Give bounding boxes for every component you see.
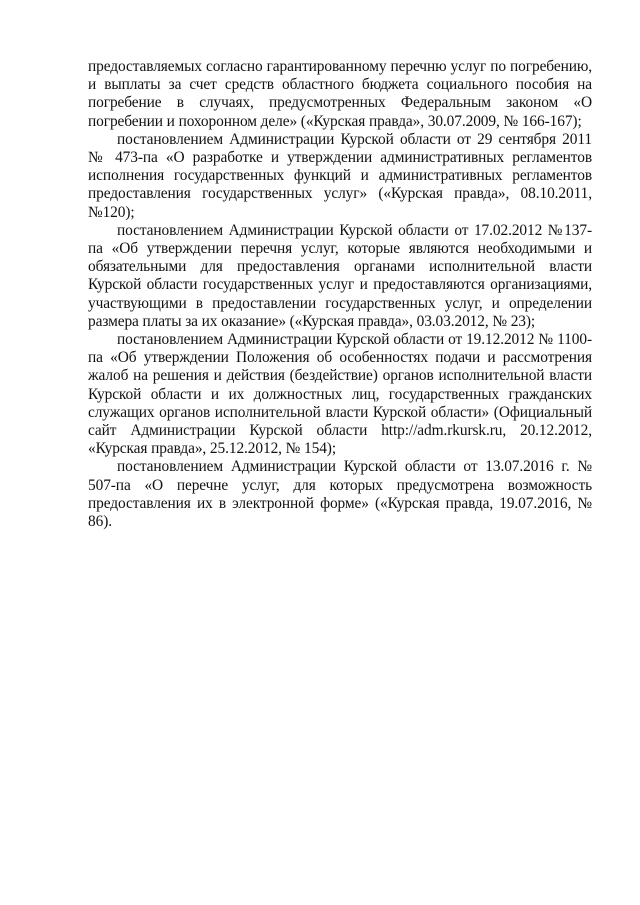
paragraph-resolution-507: постановлением Администрации Курской области от 13.07.2016 г. № 507-па «О перечне услуг, для которых предусмотрена возможность предоставления их в электронной форме» («Курская правда, 19.07.2016, № 86). [88, 458, 592, 531]
paragraph-continuation: предоставляемых согласно гарантированному перечню услуг по погребению, и выплаты за счет средств областного бюджета социального пособия на погребение в случаях, предусмотренных Федеральным законом «О погребении и похоронном деле» («Курская правда», 30.07.2009, № 166-167); [88, 58, 592, 130]
document-body [88, 58, 592, 531]
paragraph-resolution-473: постановлением Администрации Курской области от 29 сентября 2011 № 473-па «О разработке и утверждении административных регламентов исполнения государственных функций и административных регламентов предоставления государственных услуг» («Курская правда», 08.10.2011, №120); [88, 130, 592, 221]
paragraph-resolution-1100: постановлением Администрации Курской области от 19.12.2012 № 1100-па «Об утверждении Положения об особенностях подачи и рассмотрения жалоб на решения и действия (бездействие) органов исполнительной власти Курской области и их должностных лиц, государственных гражданских служащих органов исполнительной власти Курской области» (Официальный сайт Администрации Курской области http://adm.rkursk.ru, 20.12.2012, «Курская правда», 25.12.2012, № 154); [88, 331, 592, 458]
paragraph-resolution-137: постановлением Администрации Курской области от 17.02.2012 №137-па «Об утверждении перечня услуг, которые являются необходимыми и обязательными для предоставления органами исполнительной власти Курской области государственных услуг и предоставляются организациями, участвующими в предоставлении государственных услуг, и определении размера платы за их оказание» («Курская правда», 03.03.2012, № 23); [88, 221, 592, 330]
